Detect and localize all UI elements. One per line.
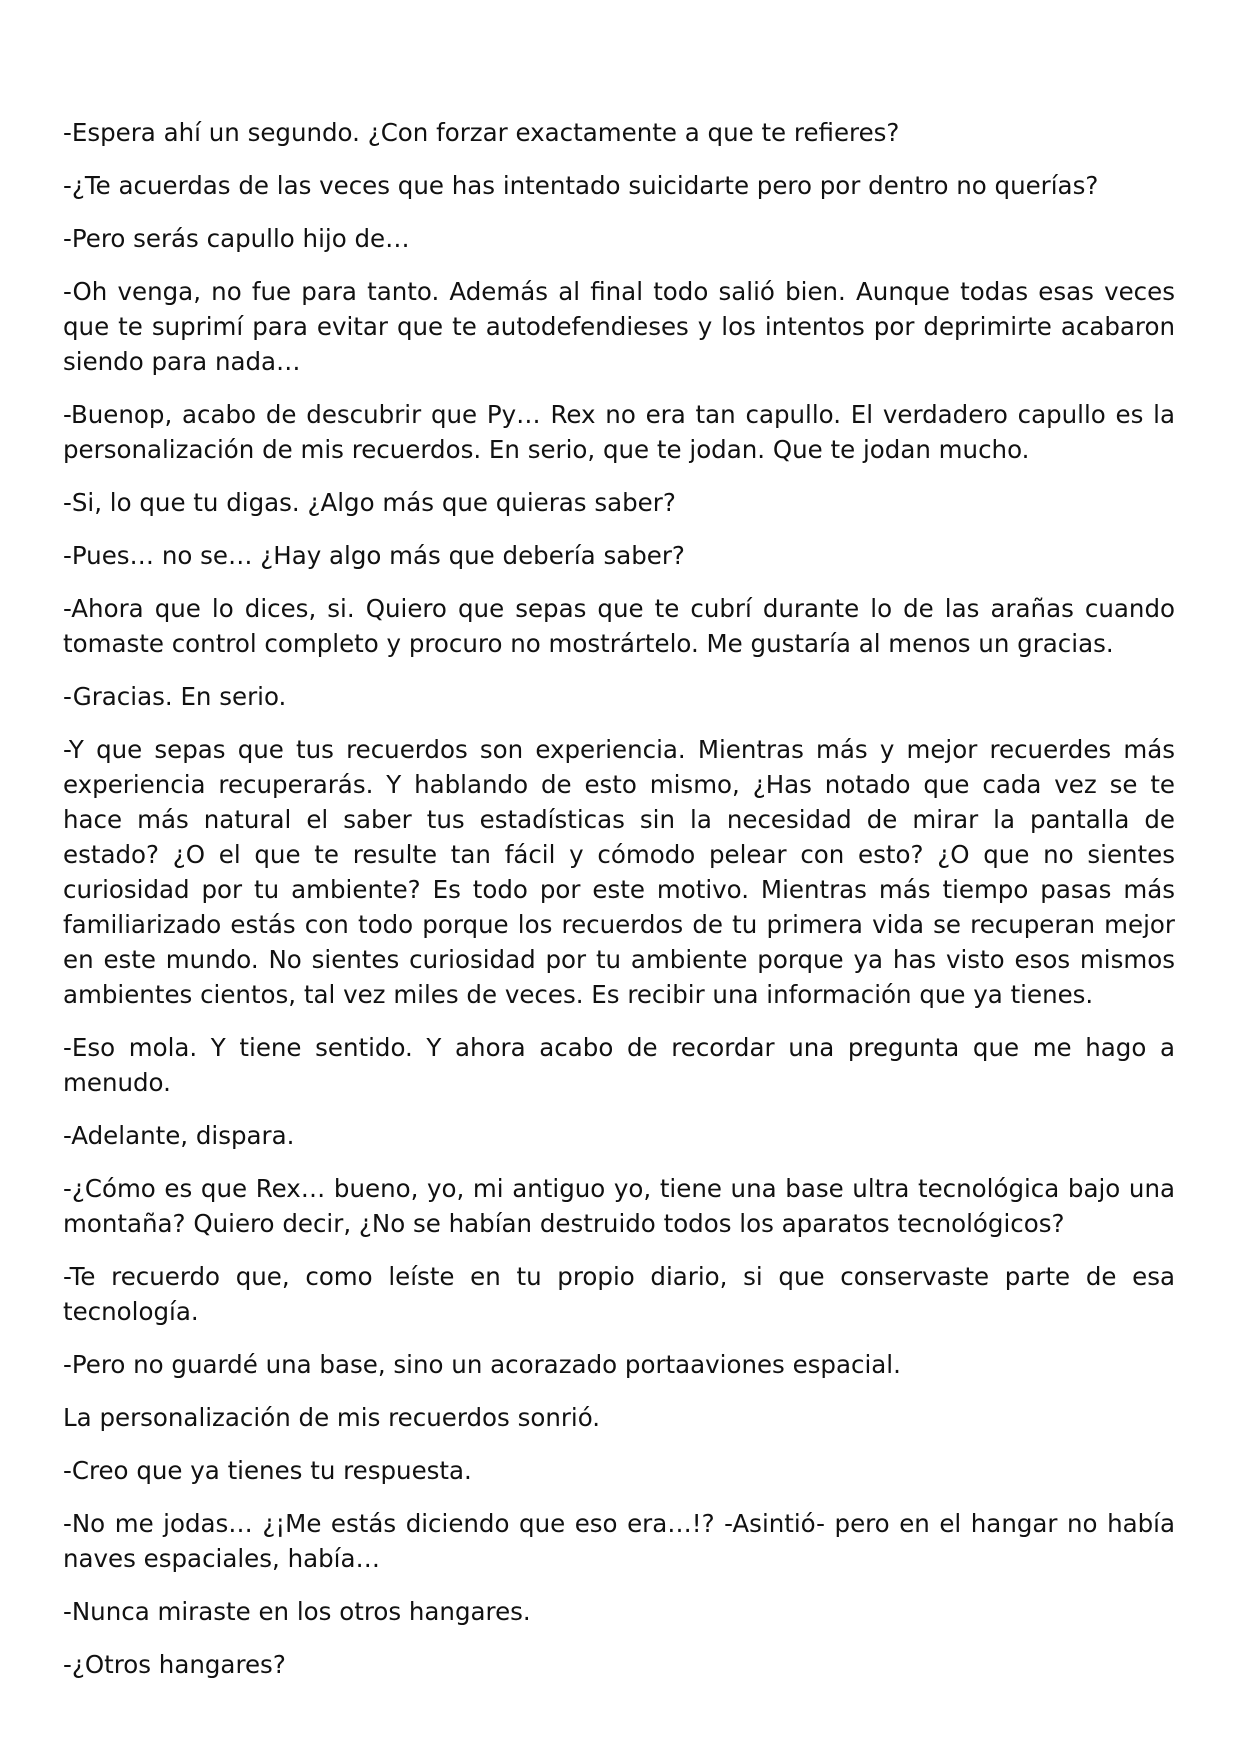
paragraph: -Te recuerdo que, como leíste en tu propio diario, si que conservaste parte de esa tecnología. [63, 1262, 1175, 1326]
paragraph: -Creo que ya tienes tu respuesta. [63, 1456, 472, 1485]
paragraph: -Ahora que lo dices, si. Quiero que sepas que te cubrí durante lo de las arañas cuando tomaste control completo y procuro no mostrártelo. Me gustaría al menos un gracias. [63, 594, 1175, 658]
paragraph: -Espera ahí un segundo. ¿Con forzar exactamente a que te refieres? [63, 118, 900, 147]
paragraph: -Si, lo que tu digas. ¿Algo más que quieras saber? [63, 488, 676, 517]
paragraph: -Adelante, dispara. [63, 1121, 295, 1150]
document-body [63, 115, 1175, 1700]
paragraph: -¿Cómo es que Rex… bueno, yo, mi antiguo yo, tiene una base ultra tecnológica bajo una montaña? Quiero decir, ¿No se habían destruido todos los aparatos tecnológicos? [63, 1174, 1175, 1238]
paragraph: -Pero serás capullo hijo de… [63, 224, 410, 253]
paragraph: -Buenop, acabo de descubrir que Py… Rex no era tan capullo. El verdadero capullo es la personalización de mis recuerdos. En serio, que te jodan. Que te jodan mucho. [63, 400, 1175, 464]
paragraph: -Y que sepas que tus recuerdos son experiencia. Mientras más y mejor recuerdes más experiencia recuperarás. Y hablando de esto mismo, ¿Has notado que cada vez se te hace más natural el saber tus estadísticas sin la necesidad de mirar la pantalla de estado? ¿O el que te resulte tan fácil y cómodo pelear con esto? ¿O que no sientes curiosidad por tu ambiente? Es todo por este motivo. Mientras más tiempo pasas más familiarizado estás con todo porque los recuerdos de tu primera vida se recuperan mejor en este mundo. No sientes curiosidad por tu ambiente porque ya has visto esos mismos ambientes cientos, tal vez miles de veces. Es recibir una información que ya tienes. [63, 735, 1175, 1009]
paragraph: -¿Te acuerdas de las veces que has intentado suicidarte pero por dentro no querías? [63, 171, 1099, 200]
paragraph: -Pero no guardé una base, sino un acorazado portaaviones espacial. [63, 1350, 901, 1379]
paragraph: -Gracias. En serio. [63, 682, 287, 711]
paragraph: -Eso mola. Y tiene sentido. Y ahora acabo de recordar una pregunta que me hago a menudo. [63, 1033, 1175, 1097]
paragraph: -Pues… no se… ¿Hay algo más que debería saber? [63, 541, 685, 570]
paragraph: La personalización de mis recuerdos sonrió. [63, 1403, 601, 1432]
paragraph: -No me jodas… ¿¡Me estás diciendo que eso era…!? -Asintió- pero en el hangar no había naves espaciales, había… [63, 1509, 1175, 1573]
paragraph: -Nunca miraste en los otros hangares. [63, 1597, 531, 1626]
paragraph: -¿Otros hangares? [63, 1650, 286, 1679]
paragraph: -Oh venga, no fue para tanto. Además al final todo salió bien. Aunque todas esas veces que te suprimí para evitar que te autodefendieses y los intentos por deprimirte acabaron siendo para nada… [63, 277, 1175, 376]
